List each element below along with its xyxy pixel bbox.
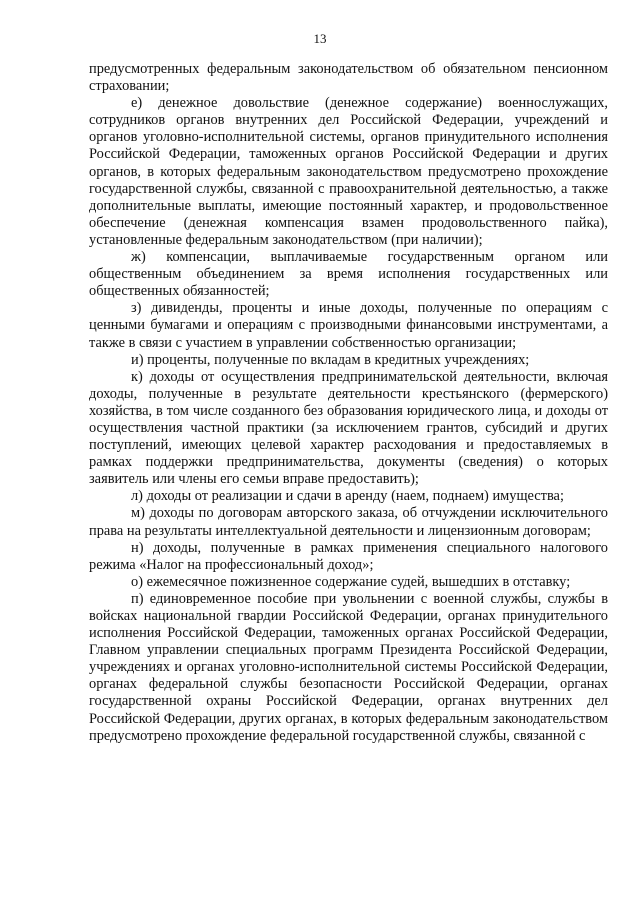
- paragraph-m-author-contracts: м) доходы по договорам авторского заказа, об отчуждении исключительного права на результаты интеллектуальной деятельности и лицензионным договорам;: [89, 505, 608, 539]
- paragraph-k-business-income: к) доходы от осуществления предпринимательской деятельности, включая доходы, полученные в результате деятельности крестьянского (фермерского) хозяйства, в том числе созданного без образования юридического лица, и доходы от осуществления частной практики (за исключением грантов, субсидий и других поступлений, имеющих целевой характер расходования и предоставляемых в рамках поддержки предпринимательства, документы (сведения) о которых заявитель или члены его семьи вправе предоставить);: [89, 368, 608, 488]
- paragraph-e-monetary-allowance: е) денежное довольствие (денежное содержание) военнослужащих, сотрудников органов внутренних дел Российской Федерации, учреждений и органов уголовно-исполнительной системы, органов принудительного исполнения Российской Федерации, таможенных органов Российской Федерации и других органов, в которых федеральным законодательством предусмотрено прохождение государственной службы, связанной с правоохранительной деятельностью, а также дополнительные выплаты, имеющие постоянный характер, и продовольственное обеспечение (денежная компенсация взамен продовольственного пайка), установленные федеральным законодательством (при наличии);: [89, 95, 608, 248]
- page-number: 13: [313, 31, 327, 46]
- paragraph-n-professional-income-tax: н) доходы, полученные в рамках применения специального налогового режима «Налог на профессиональный доход»;: [89, 539, 608, 573]
- paragraph-pension-insurance-continuation: предусмотренных федеральным законодательством об обязательном пенсионном страховании;: [89, 61, 608, 95]
- paragraph-o-judges-allowance: о) ежемесячное пожизненное содержание судей, вышедших в отставку;: [131, 573, 571, 590]
- paragraph-i-deposit-interest: и) проценты, полученные по вкладам в кредитных учреждениях;: [131, 351, 530, 368]
- paragraph-p-severance-benefit: п) единовременное пособие при увольнении с военной службы, службы в войсках национальной гвардии Российской Федерации, органах принудительного исполнения Российской Федерации, таможенных органах Российской Федерации, Главном управлении специальных программ Президента Российской Федерации, учреждениях и органах уголовно-исполнительной системы Российской Федерации, органах федеральной службы безопасности Российской Федерации, органах государственной охраны Российской Федерации, органах внутренних дел Российской Федерации, других органах, в которых федеральным законодательством предусмотрено прохождение федеральной государственной службы, связанной с: [89, 590, 608, 744]
- paragraph-l-property-income: л) доходы от реализации и сдачи в аренду (наем, поднаем) имущества;: [131, 488, 564, 505]
- paragraph-zh-compensations: ж) компенсации, выплачиваемые государственным органом или общественным объединением за время исполнения государственных или общественных обязанностей;: [89, 249, 608, 300]
- document-body: [89, 61, 608, 745]
- paragraph-z-dividends: з) дивиденды, проценты и иные доходы, полученные по операциям с ценными бумагами и операциям с производными финансовыми инструментами, а также в связи с участием в управлении собственностью организации;: [89, 300, 608, 351]
